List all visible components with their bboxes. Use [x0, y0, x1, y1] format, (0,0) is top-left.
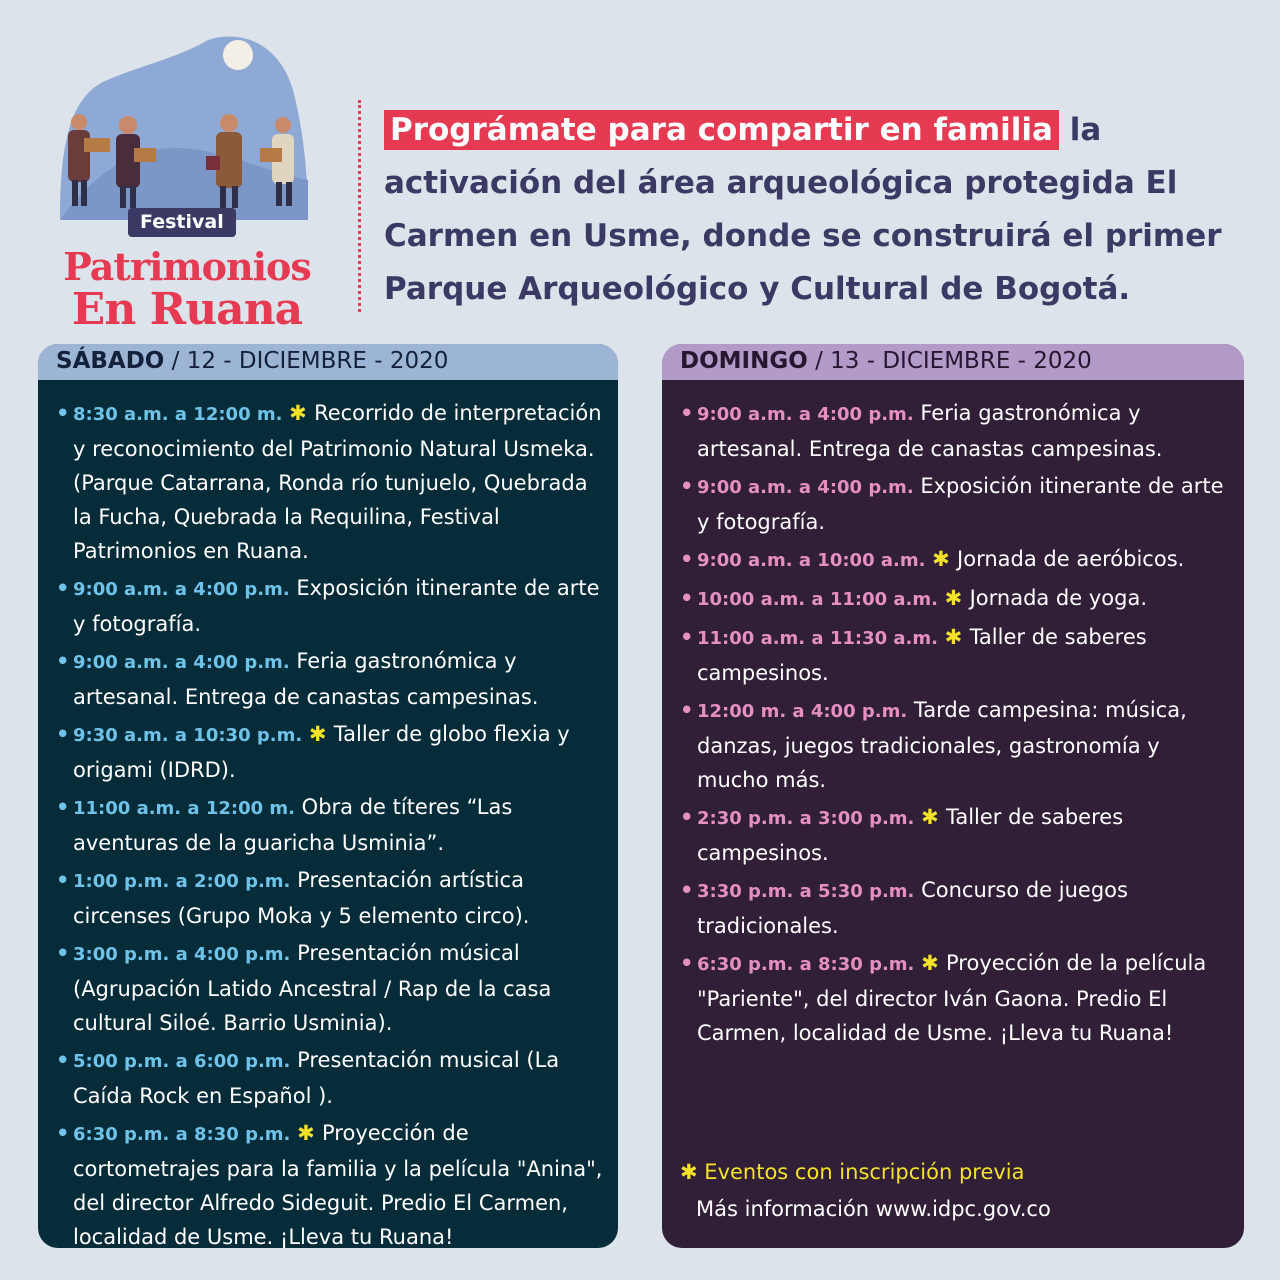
star-icon: ✱ [932, 547, 958, 571]
event-time: 1:00 p.m. a 2:00 p.m. [73, 871, 291, 892]
bullet-icon: • [56, 722, 70, 746]
star-icon: ✱ [289, 401, 315, 425]
event-item [676, 800, 1232, 870]
dotted-divider [358, 100, 361, 312]
bullet-icon: • [56, 795, 70, 819]
event-description: Jornada de yoga. [969, 586, 1148, 610]
event-item [676, 620, 1232, 690]
event-item [676, 693, 1232, 797]
footnote-registration [680, 1154, 1220, 1191]
bullet-icon: • [680, 625, 694, 649]
event-time: 11:00 a.m. a 11:30 a.m. [697, 628, 938, 649]
bullet-icon: • [56, 576, 70, 600]
event-description: Tarde campesina: música, danzas, juegos tradicionales, gastronomía y mucho más. [697, 698, 1187, 792]
event-time: 8:30 a.m. a 12:00 m. [73, 404, 283, 425]
bullet-icon: • [680, 547, 694, 571]
event-description: Proyección de cortometrajes para la familia y la película "Anina", del director Alfredo Sideguit. Predio El Carmen, localidad de Usme. ¡Lleva tu Ruana! [73, 1121, 603, 1248]
footnote [680, 1154, 1220, 1228]
bullet-icon: • [680, 586, 694, 610]
event-item [676, 873, 1232, 943]
star-icon: ✱ [921, 951, 946, 975]
bullet-icon: • [680, 698, 694, 722]
event-time: 9:00 a.m. a 4:00 p.m. [73, 579, 290, 600]
intro-highlight: Prográmate para compartir en familia [384, 110, 1059, 150]
event-item [676, 469, 1232, 539]
event-description: Presentación músical (Agrupación Latido Ancestral / Rap de la casa cultural Siloé. Barrio Usminia). [73, 941, 552, 1035]
star-icon: ✱ [680, 1160, 698, 1184]
event-time: 6:30 p.m. a 8:30 p.m. [697, 954, 915, 975]
moon-icon [223, 40, 253, 70]
event-item [676, 542, 1232, 578]
event-description: Presentación musical (La Caída Rock en Español ). [73, 1048, 560, 1108]
event-description: Obra de títeres “Las aventuras de la guaricha Usminia”. [73, 795, 513, 855]
event-description: Presentación artística circenses (Grupo Moka y 5 elemento circo). [73, 868, 530, 928]
event-time: 11:00 a.m. a 12:00 m. [73, 798, 295, 819]
event-time: 9:00 a.m. a 4:00 p.m. [73, 652, 290, 673]
event-time: 9:30 a.m. a 10:30 p.m. [73, 725, 303, 746]
star-icon: ✱ [308, 722, 334, 746]
festival-tag: Festival [128, 208, 236, 237]
event-time: 3:00 p.m. a 4:00 p.m. [73, 944, 291, 965]
bullet-icon: • [56, 649, 70, 673]
event-item [52, 1116, 606, 1248]
footnote-more-info: Más información www.idpc.gov.co [696, 1197, 1051, 1221]
bullet-icon: • [56, 941, 70, 965]
event-item [52, 790, 606, 860]
event-time: 5:00 p.m. a 6:00 p.m. [73, 1051, 291, 1072]
intro-text [384, 104, 1264, 316]
bullet-icon: • [680, 951, 694, 975]
event-description: Feria gastronómica y artesanal. Entrega de canastas campesinas. [73, 649, 539, 709]
star-icon: ✱ [297, 1121, 322, 1145]
star-icon: ✱ [921, 805, 946, 829]
event-item [52, 396, 606, 568]
star-icon: ✱ [944, 625, 970, 649]
saturday-panel [38, 344, 618, 1248]
event-item [676, 396, 1232, 466]
event-item [676, 946, 1232, 1050]
event-time: 9:00 a.m. a 10:00 a.m. [697, 550, 926, 571]
event-description: Taller de globo flexia y origami (IDRD). [73, 722, 570, 782]
bullet-icon: • [56, 401, 70, 425]
event-description: Exposición itinerante de arte y fotografía. [697, 474, 1224, 534]
bullet-icon: • [56, 868, 70, 892]
event-description: Recorrido de interpretación y reconocimiento del Patrimonio Natural Usmeka. (Parque Catarrana, Ronda río tunjuelo, Quebrada la Fucha, Quebrada la Requilina, Festival Patrimonios en Ruana. [73, 401, 602, 563]
bullet-icon: • [56, 1048, 70, 1072]
event-description: Proyección de la película "Pariente", del director Iván Gaona. Predio El Carmen, localidad de Usme. ¡Lleva tu Ruana! [697, 951, 1207, 1045]
bullet-icon: • [680, 474, 694, 498]
saturday-header [38, 344, 618, 380]
event-item [676, 581, 1232, 617]
sunday-day: DOMINGO [680, 348, 808, 374]
intro-body: la activación del área arqueológica protegida El Carmen en Usme, donde se construirá el primer Parque Arqueológico y Cultural de Bogotá. [384, 112, 1222, 307]
event-time: 10:00 a.m. a 11:00 a.m. [697, 589, 938, 610]
bullet-icon: • [680, 401, 694, 425]
bullet-icon: • [56, 1121, 70, 1145]
sunday-panel [662, 344, 1244, 1248]
event-description: Taller de saberes campesinos. [697, 805, 1124, 865]
sunday-date: / 13 - DICIEMBRE - 2020 [807, 348, 1092, 374]
saturday-date: / 12 - DICIEMBRE - 2020 [164, 348, 449, 374]
festival-logo [48, 30, 318, 335]
event-time: 9:00 a.m. a 4:00 p.m. [697, 477, 914, 498]
event-time: 6:30 p.m. a 8:30 p.m. [73, 1124, 291, 1145]
event-description: Taller de saberes campesinos. [697, 625, 1147, 685]
saturday-event-list [38, 380, 618, 1248]
logo-title-line2: En Ruana [71, 284, 303, 335]
event-item [52, 936, 606, 1040]
event-time: 9:00 a.m. a 4:00 p.m. [697, 404, 914, 425]
event-description: Feria gastronómica y artesanal. Entrega de canastas campesinas. [697, 401, 1163, 461]
star-icon: ✱ [944, 586, 970, 610]
event-item [52, 571, 606, 641]
bullet-icon: • [680, 878, 694, 902]
event-item [52, 644, 606, 714]
logo-title-line1: Patrimonios [63, 244, 311, 289]
event-description: Concurso de juegos tradicionales. [697, 878, 1128, 938]
footnote-star-label: Eventos con inscripción previa [704, 1160, 1025, 1184]
event-description: Exposición itinerante de arte y fotografía. [73, 576, 600, 636]
event-time: 12:00 m. a 4:00 p.m. [697, 701, 908, 722]
bullet-icon: • [680, 805, 694, 829]
event-time: 3:30 p.m. a 5:30 p.m. [697, 881, 915, 902]
event-description: Jornada de aeróbicos. [957, 547, 1185, 571]
event-item [52, 1043, 606, 1113]
event-item [52, 863, 606, 933]
event-item [52, 717, 606, 787]
sunday-header [662, 344, 1244, 380]
event-time: 2:30 p.m. a 3:00 p.m. [697, 808, 915, 829]
saturday-day: SÁBADO [56, 348, 165, 374]
sunday-event-list [662, 380, 1244, 1050]
